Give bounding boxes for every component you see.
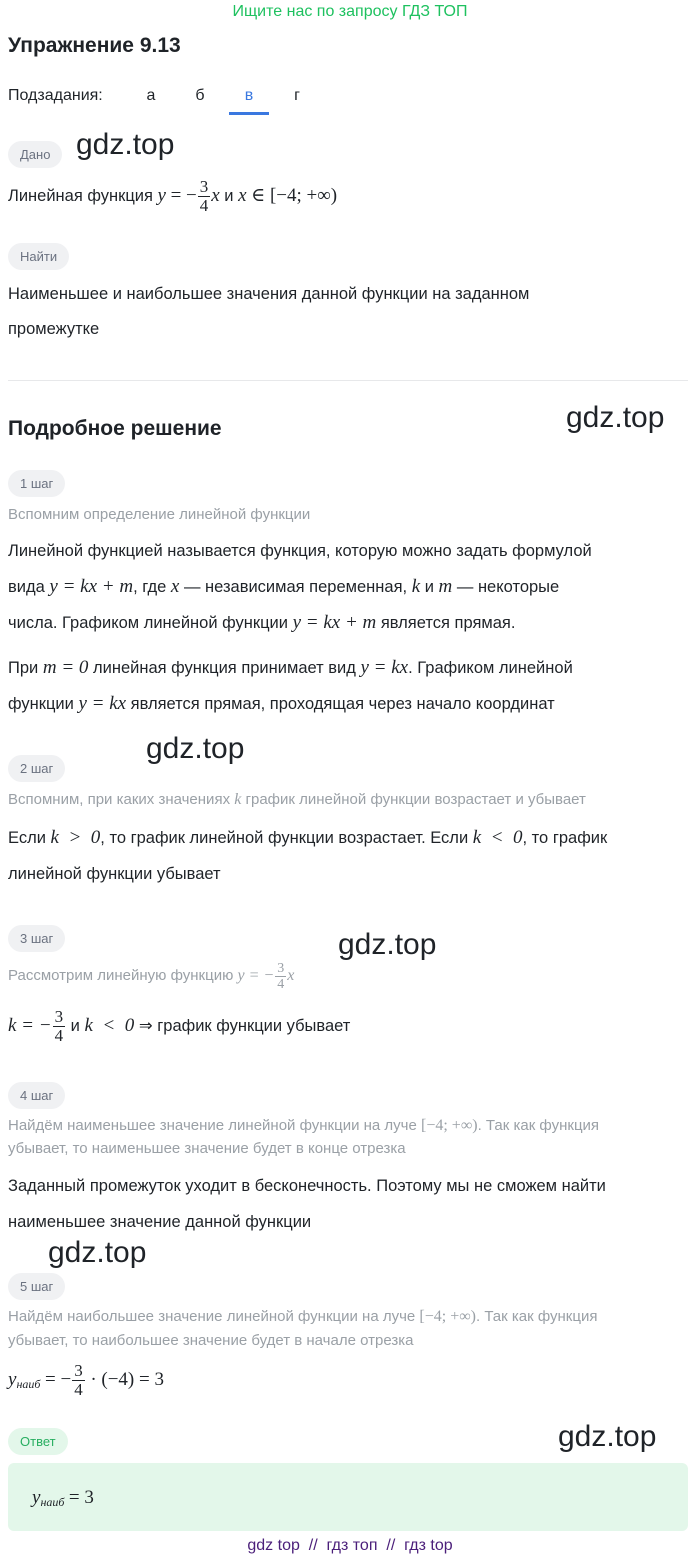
step-1-line-1: Линейной функцией называется функция, которую можно задать формулой — [8, 542, 592, 560]
step-4-hint-2: убывает, то наименьшее значение будет в конце отрезка — [8, 1140, 406, 1157]
page-title: Упражнение 9.13 — [8, 34, 181, 57]
find-text-2: промежутке — [8, 320, 100, 338]
footer-links[interactable]: gdz top // гдз топ // гдз top — [247, 1537, 453, 1554]
step-3-hint: Рассмотрим линейную функцию y = − $\frac{3}{4}$ x — [8, 960, 295, 992]
tab-v[interactable]: в — [244, 87, 254, 104]
watermark: gdz.top — [146, 732, 245, 765]
tab-g[interactable]: г — [294, 87, 300, 104]
active-tab-indicator — [229, 112, 269, 115]
step-3-line-1: k = − $\frac{3}{4}$ и k < 0 ⇒ график функции убывает — [8, 1007, 351, 1046]
answer-box — [8, 1463, 688, 1531]
given-text: Линейная функция y = − $\frac{3}{4}$ x и x ∈ [−4; +∞) — [8, 177, 338, 216]
step-5-pill: 5 шаг — [8, 1273, 65, 1300]
step-5-formula: yнаиб = − $\frac{3}{4}$ · (−4) = 3 — [8, 1361, 164, 1400]
find-text-1: Наименьшее и наибольшее значения данной функции на заданном — [8, 285, 530, 303]
subtasks-label: Подзадания: — [8, 87, 103, 104]
step-2-pill: 2 шаг — [8, 755, 65, 782]
answer-pill: Ответ — [8, 1428, 68, 1455]
step-1-line-5: функции y = kx является прямая, проходящая через начало координат — [8, 693, 555, 714]
step-2-hint: Вспомним, при каких значениях k график линейной функции возрастает и убывает — [8, 791, 586, 808]
step-3-pill: 3 шаг — [8, 925, 65, 952]
step-1-hint: Вспомним определение линейной функции — [8, 506, 311, 523]
step-1-line-3: числа. Графиком линейной функции y = kx + m является прямая. — [8, 612, 516, 633]
step-1-line-4: При m = 0 линейная функция принимает вид y = kx. Графиком линейной — [8, 657, 573, 678]
find-pill: Найти — [8, 243, 69, 270]
given-pill: Дано — [8, 141, 62, 168]
watermark: gdz.top — [558, 1420, 657, 1453]
watermark: gdz.top — [48, 1236, 147, 1269]
watermark: gdz.top — [76, 128, 175, 161]
step-2-line-2: линейной функции убывает — [8, 865, 221, 883]
divider — [8, 380, 688, 381]
watermark: gdz.top — [338, 928, 437, 961]
step-4-hint-1: Найдём наименьшее значение линейной функции на луче [−4; +∞). Так как функция — [8, 1117, 600, 1134]
step-5-hint-2: убывает, то наибольшее значение будет в начале отрезка — [8, 1332, 414, 1349]
solution-title: Подробное решение — [8, 417, 222, 440]
watermark: gdz.top — [566, 401, 665, 434]
step-5-hint-1: Найдём наибольшее значение линейной функции на луче [−4; +∞). Так как функция — [8, 1308, 598, 1325]
search-banner: Ищите нас по запросу ГДЗ ТОП — [232, 3, 468, 20]
step-1-pill: 1 шаг — [8, 470, 65, 497]
step-4-pill: 4 шаг — [8, 1082, 65, 1109]
step-4-line-2: наименьшее значение данной функции — [8, 1213, 312, 1231]
step-4-line-1: Заданный промежуток уходит в бесконечность. Поэтому мы не сможем найти — [8, 1177, 606, 1195]
tab-b[interactable]: б — [195, 87, 205, 104]
step-2-line-1: Если k > 0, то график линейной функции возрастает. Если k < 0, то график — [8, 827, 608, 848]
tab-a[interactable]: а — [146, 87, 156, 104]
answer-formula: yнаиб = 3 — [32, 1487, 94, 1509]
step-1-line-2: вида y = kx + m, где x — независимая переменная, k и m — некоторые — [8, 576, 560, 597]
